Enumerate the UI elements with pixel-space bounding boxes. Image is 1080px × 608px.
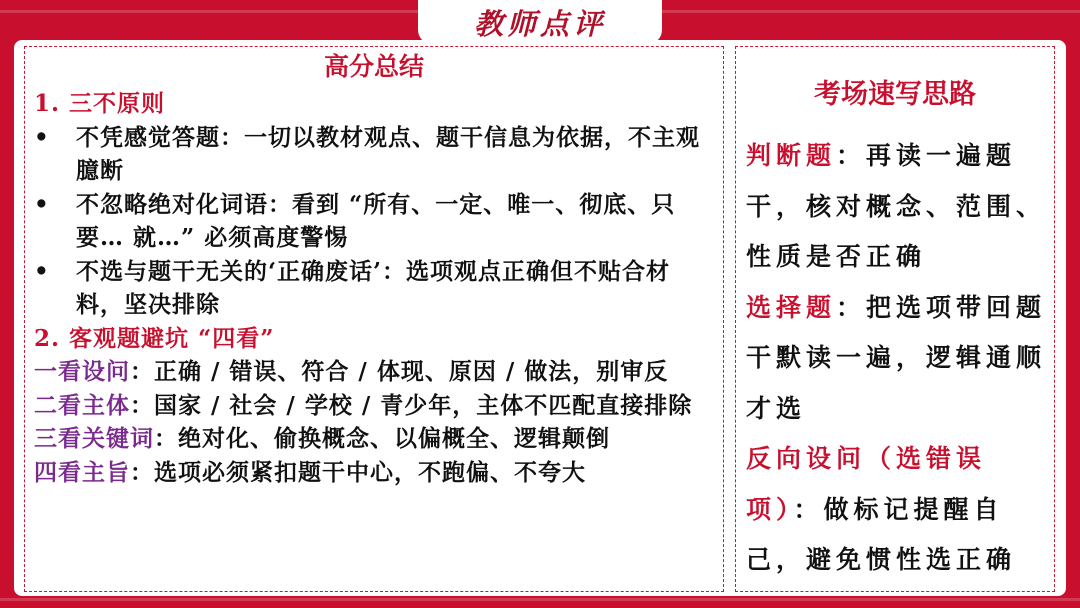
exam-tips-content [746, 131, 1048, 586]
tip-text: ：把选项带回题干默读一遍，逻辑通顺才选 [746, 292, 1047, 423]
bullet-dot: • [34, 123, 50, 151]
tip-item [746, 131, 1048, 283]
tip-item [746, 283, 1048, 435]
look-item [34, 456, 715, 490]
list-item [34, 188, 715, 255]
look-text: ：国家 / 社会 / 学校 / 青少年，主体不匹配直接排除 [130, 391, 693, 419]
bullet-text: 不忽略绝对化词语：看到 “所有、一定、唯一、彻底、只要… 就…” 必须高度警惕 [76, 190, 676, 251]
content-card [14, 40, 1066, 596]
section-heading-four-looks: 2. 客观题避坑 “四看” [34, 324, 275, 352]
bullet-text: 不凭感觉答题：一切以教材观点、题干信息为依据，不主观臆断 [76, 123, 700, 184]
list-item [34, 255, 715, 322]
look-text: ：正确 / 错误、符合 / 体现、原因 / 做法，别审反 [130, 358, 669, 385]
summary-panel [24, 46, 724, 592]
bullet-text: 不选与题干无关的‘正确废话’：选项观点正确但不贴合材料，坚决排除 [76, 257, 671, 318]
look-text: ：选项必须紧扣题干中心，不跑偏、不夸大 [130, 458, 586, 486]
section-heading-principles: 1. 三不原则 [34, 90, 166, 117]
look-item [34, 422, 715, 456]
summary-title: 高分总结 [323, 52, 424, 81]
tip-text: ：做标记提醒自己，避免惯性选正确 [746, 494, 1017, 574]
tip-label: 选择题 [746, 292, 837, 322]
tip-label: 反向设问（选错误项） [746, 444, 987, 524]
tip-item [746, 434, 1048, 586]
look-label: 四看主旨 [34, 458, 130, 486]
bullet-dot: • [34, 190, 50, 218]
look-label: 三看关键词 [34, 425, 154, 452]
look-item [34, 389, 715, 423]
tip-text: ：再读一遍题干，核对概念、范围、性质是否正确 [746, 141, 1047, 271]
look-item [34, 355, 715, 389]
background-stripe [0, 598, 1080, 601]
header-tab [418, 0, 662, 44]
look-text: ：绝对化、偷换概念、以偏概全、逻辑颠倒 [154, 425, 610, 452]
tip-label: 判断题 [746, 141, 837, 170]
list-item [34, 121, 715, 188]
exam-tips-panel [735, 46, 1055, 592]
look-label: 二看主体 [34, 391, 130, 419]
summary-content [34, 87, 715, 489]
look-label: 一看设问 [34, 358, 130, 385]
bullet-dot: • [34, 257, 50, 285]
page-title: 教师点评 [473, 6, 606, 41]
exam-tips-title: 考场速写思路 [814, 79, 976, 110]
